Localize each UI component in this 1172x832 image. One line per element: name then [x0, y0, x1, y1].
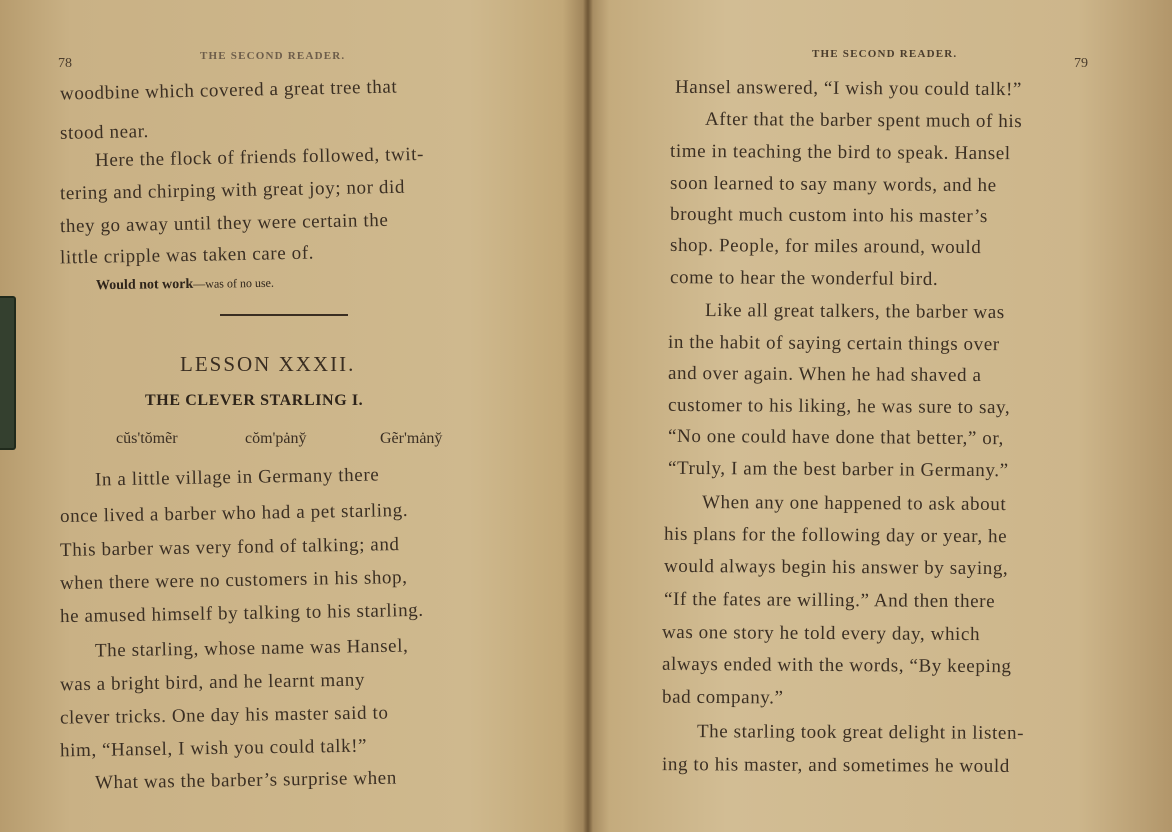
text-line: When any one happened to ask about — [701, 491, 1007, 516]
vocab-word: cŭs'tŏmẽr — [116, 430, 178, 447]
text-line: woodbine which covered a great tree that — [59, 76, 398, 105]
text-line: “If the fates are willing.” And then there — [663, 588, 996, 613]
text-line: when there were no customers in his shop, — [59, 566, 408, 595]
story-title: THE CLEVER STARLING I. — [145, 392, 364, 409]
text-line: Like all great talkers, the barber was — [704, 299, 1005, 324]
text-line: customer to his liking, he was sure to say, — [667, 394, 1011, 419]
text-line: The starling, whose name was Hansel, — [94, 635, 409, 662]
text-line: The starling took great delight in listen- — [696, 721, 1025, 744]
text-line: shop. People, for miles around, would — [669, 234, 982, 259]
text-line: “No one could have done that better,” or, — [667, 425, 1005, 450]
lesson-title: LESSON XXXII. — [180, 352, 356, 376]
text-line: ing to his master, and sometimes he would — [661, 754, 1010, 777]
text-line: his plans for the following day or year, he — [663, 523, 1008, 548]
text-line: him, “Hansel, I wish you could talk!” — [59, 735, 368, 762]
text-line: brought much custom into his master’s — [669, 203, 988, 228]
text-line: Hansel answered, “I wish you could talk!” — [674, 76, 1023, 101]
text-line: Here the flock of friends followed, twit- — [94, 143, 425, 172]
text-line: would always begin his answer by saying, — [663, 555, 1009, 580]
footnote-definition: —was of no use. — [193, 275, 274, 291]
vocab-word: Gẽr'mȧny̆ — [380, 430, 443, 447]
running-head: THE SECOND READER. — [812, 48, 958, 60]
running-head: THE SECOND READER. — [200, 50, 346, 62]
text-line: he amused himself by talking to his starling. — [59, 599, 424, 628]
text-line: soon learned to say many words, and he — [669, 172, 997, 197]
text-line: “Truly, I am the best barber in Germany.” — [667, 457, 1009, 482]
section-divider — [220, 314, 348, 316]
footnote — [96, 276, 274, 294]
text-line: was one story he told every day, which — [661, 621, 981, 646]
vocab-word: cŏm'pȧny̆ — [245, 430, 307, 447]
text-line: bad company.” — [661, 686, 784, 709]
text-line: and over again. When he had shaved a — [667, 362, 982, 387]
right-page — [592, 0, 1172, 832]
text-line: in the habit of saying certain things over — [667, 331, 1000, 356]
text-line: always ended with the words, “By keeping — [661, 653, 1012, 678]
text-line: stood near. — [59, 121, 150, 144]
text-line: they go away until they were certain the — [59, 209, 389, 238]
text-line: tering and chirping with great joy; nor did — [59, 176, 406, 205]
footnote-term: Would not work — [95, 276, 194, 294]
text-line: time in teaching the bird to speak. Hansel — [669, 140, 1011, 165]
text-line: come to hear the wonderful bird. — [669, 267, 939, 290]
text-line: once lived a barber who had a pet starling. — [59, 499, 409, 528]
text-line: was a bright bird, and he learnt many — [59, 669, 366, 696]
text-line: In a little village in Germany there — [94, 464, 380, 491]
text-line: This barber was very fond of talking; and — [59, 534, 400, 561]
page-number: 79 — [1074, 56, 1088, 71]
text-line: What was the barber’s surprise when — [94, 767, 398, 794]
text-line: clever tricks. One day his master said to — [59, 702, 389, 729]
text-line: After that the barber spent much of his — [704, 108, 1023, 133]
page-number: 78 — [58, 56, 72, 71]
text-line: little cripple was taken care of. — [59, 242, 315, 269]
